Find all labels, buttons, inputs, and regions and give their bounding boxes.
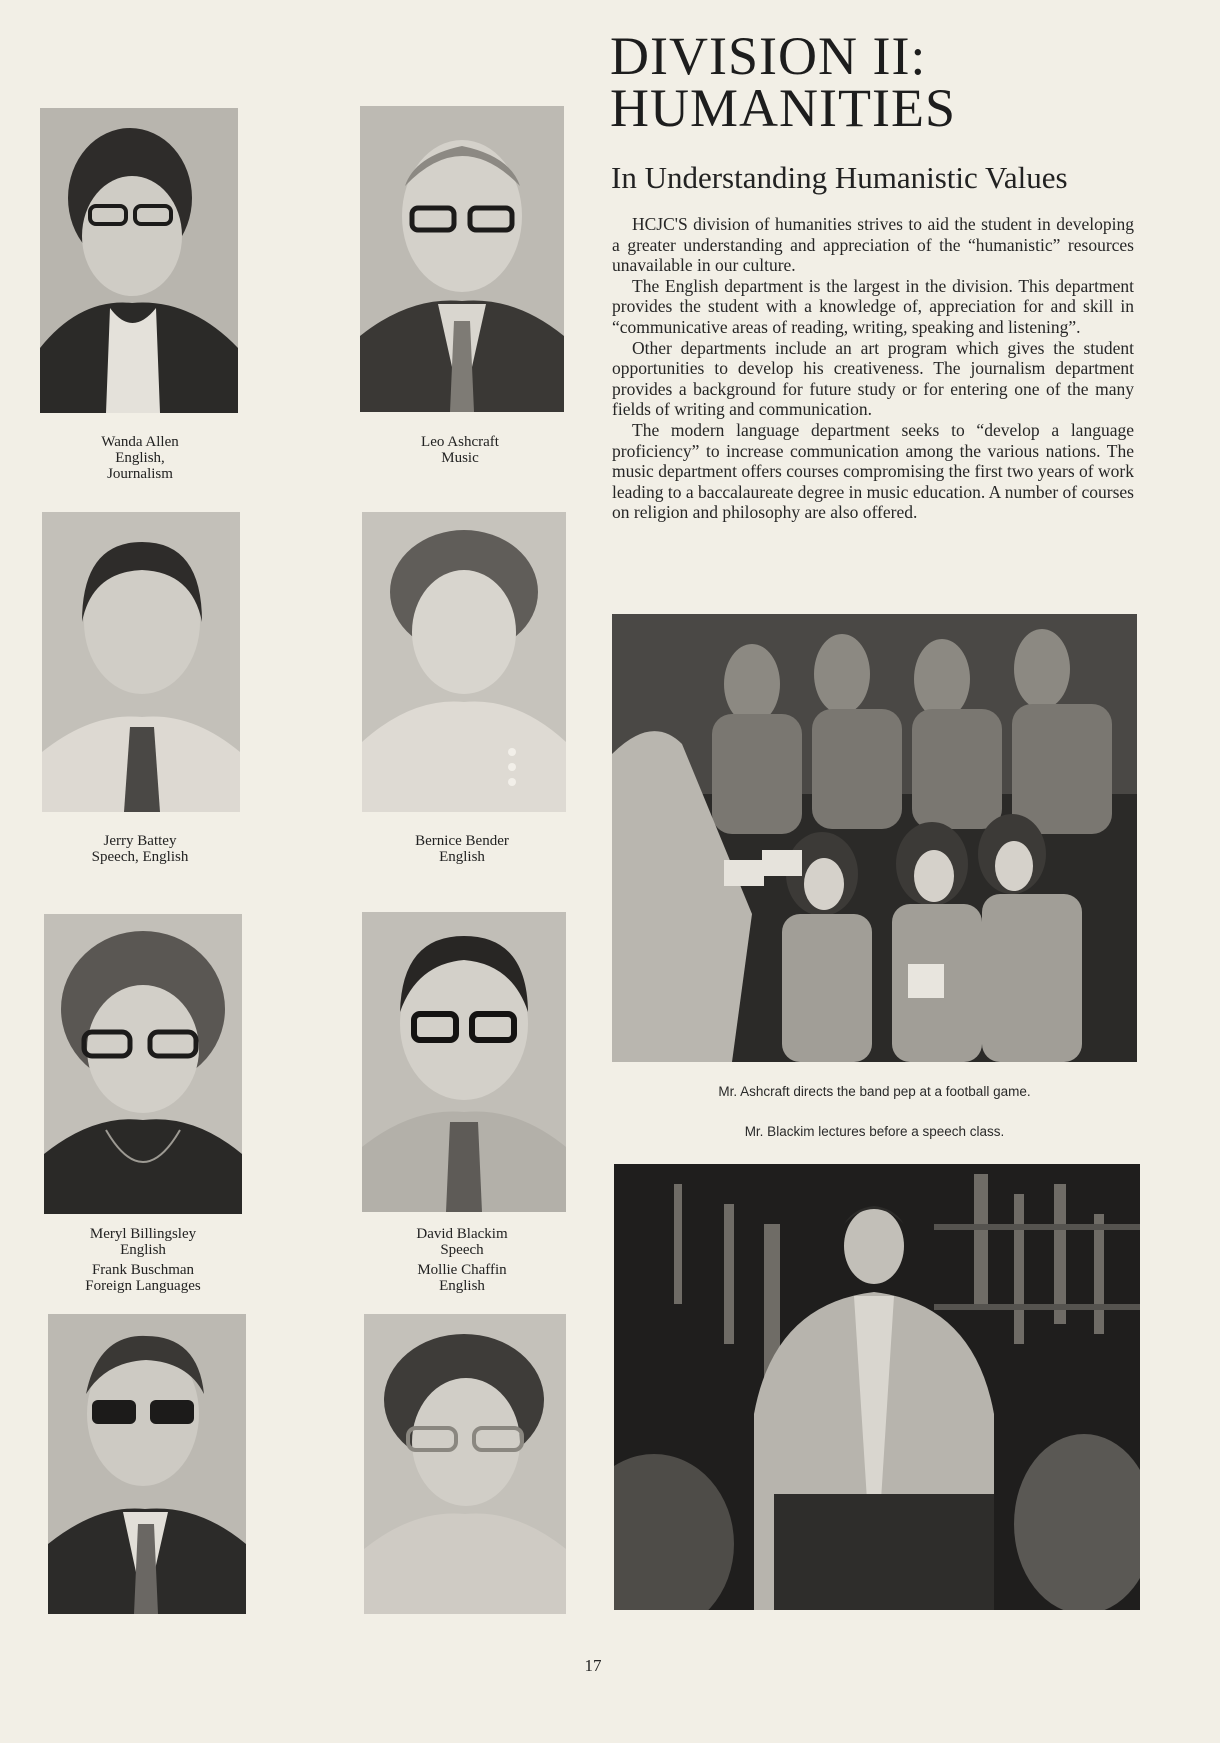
faculty-name: Wanda Allen	[101, 434, 179, 450]
faculty-dept: Music	[441, 450, 479, 466]
caption-jerry-battey	[60, 833, 220, 865]
article-body	[612, 214, 1134, 523]
faculty-name: Meryl Billingsley	[89, 1226, 197, 1242]
caption-wanda-allen	[60, 434, 220, 482]
band-photo	[612, 614, 1137, 1062]
page-subtitle: In Understanding Humanistic Values	[611, 160, 1068, 195]
speech-class-photo	[614, 1164, 1140, 1610]
page-title	[610, 26, 1200, 138]
portrait-frank-buschman	[48, 1314, 246, 1614]
faculty-name: Frank Buschman	[91, 1262, 195, 1278]
page-number: 17	[584, 1656, 602, 1675]
caption-david-blackim	[382, 1226, 542, 1294]
portrait-leo-ashcraft	[360, 106, 564, 412]
faculty-dept: English	[439, 849, 485, 865]
title-line-1: DIVISION II:	[610, 26, 927, 86]
faculty-dept: Foreign Languages	[85, 1278, 201, 1294]
caption-leo-ashcraft	[380, 434, 540, 466]
faculty-name: David Blackim	[416, 1226, 508, 1242]
portrait-meryl-billingsley	[44, 914, 242, 1214]
caption-bernice-bender	[380, 833, 544, 865]
faculty-name: Mollie Chaffin	[417, 1262, 507, 1278]
portrait-david-blackim	[362, 912, 566, 1212]
faculty-name: Bernice Bender	[415, 833, 509, 849]
speech-photo-caption: Mr. Blackim lectures before a speech class.	[744, 1124, 1005, 1139]
faculty-dept: Speech, English	[91, 849, 189, 865]
title-line-2: HUMANITIES	[610, 78, 956, 138]
paragraph-3: Other departments include an art program which gives the student opportunities to develop his creativeness. The journalism department provides a background for future study or for entering one of the many fields of writing and communication.	[612, 337, 1134, 420]
faculty-dept: English	[120, 1242, 166, 1258]
portrait-wanda-allen	[40, 108, 238, 413]
caption-meryl-billingsley	[60, 1226, 226, 1294]
faculty-name: Jerry Battey	[103, 833, 177, 849]
faculty-name: Leo Ashcraft	[421, 434, 499, 450]
portrait-mollie-chaffin	[364, 1314, 566, 1614]
faculty-dept: English	[439, 1278, 485, 1294]
faculty-dept: Journalism	[107, 466, 173, 482]
paragraph-4: The modern language department seeks to “develop a language proficiency” to increase communication among the various nations. The music department offers courses compromising the first two years of work leading to a baccalaureate degree in music education. A number of courses on religion and philosophy are also offered.	[612, 419, 1134, 523]
portrait-bernice-bender	[362, 512, 566, 812]
band-photo-caption: Mr. Ashcraft directs the band pep at a football game.	[718, 1084, 1031, 1099]
portrait-jerry-battey	[42, 512, 240, 812]
paragraph-1: HCJC'S division of humanities strives to aid the student in developing a greater understanding and appreciation of the “humanistic” resources unavailable in our culture.	[612, 214, 1134, 276]
faculty-dept: Speech	[440, 1242, 484, 1258]
paragraph-2: The English department is the largest in the division. This department provides the student with a knowledge of, appreciation for and skill in “communicative areas of reading, writing, speaking and listening”.	[612, 275, 1134, 337]
faculty-dept: English,	[115, 450, 165, 466]
